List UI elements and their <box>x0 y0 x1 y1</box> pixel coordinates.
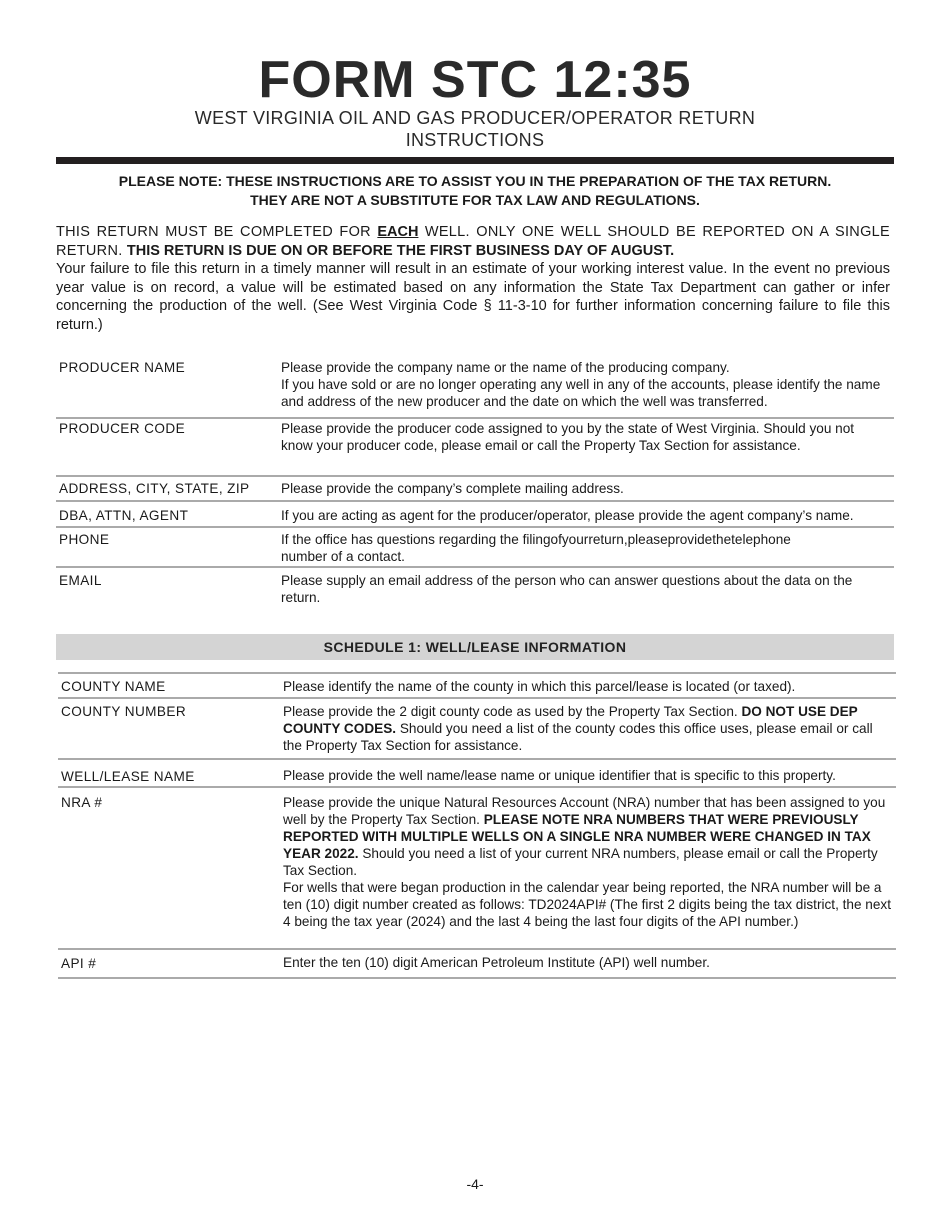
address-row <box>56 479 894 498</box>
well-lease-name-desc: Please provide the well name/lease name or unique identifier that is specific to this property. <box>283 768 836 783</box>
note-line-2: THEY ARE NOT A SUBSTITUTE FOR TAX LAW AND REGULATIONS. <box>250 192 700 208</box>
api-row <box>58 953 896 973</box>
email-desc: Please supply an email address of the person who can answer questions about the data on the return. <box>281 573 853 605</box>
row-divider <box>58 977 896 979</box>
county-number-desc-2: Should you need a list of the county codes this office uses, please email or call the Property Tax Section for assistance. <box>283 721 873 753</box>
producer-name-label: PRODUCER NAME <box>59 360 186 375</box>
nra-label: NRA # <box>61 795 103 810</box>
row-divider <box>56 526 894 528</box>
county-number-row <box>58 702 896 755</box>
producer-name-desc-1: Please provide the company name or the name of the producing company. <box>281 360 730 375</box>
intro-due-date: THIS RETURN IS DUE ON OR BEFORE THE FIRST BUSINESS DAY OF AUGUST. <box>126 242 675 259</box>
county-number-label: COUNTY NUMBER <box>61 704 187 719</box>
county-name-label: COUNTY NAME <box>61 679 166 694</box>
email-label: EMAIL <box>59 573 102 588</box>
intro-part-1: THIS RETURN MUST BE COMPLETED FOR <box>56 224 378 240</box>
api-desc: Enter the ten (10) digit American Petroleum Institute (API) well number. <box>283 955 710 970</box>
producer-code-row <box>56 419 894 455</box>
page-number: -4- <box>466 1176 484 1192</box>
nra-desc-1: Please provide the unique Natural Resources Account (NRA) number that has been assigned to you well by the Property Tax Section. <box>283 795 886 827</box>
well-lease-name-row <box>58 766 896 786</box>
row-divider <box>56 566 894 568</box>
row-divider <box>58 786 896 788</box>
intro-paragraph <box>56 223 890 334</box>
nra-desc-3: For wells that were began production in the calendar year being reported, the NRA number will be a ten (10) digit number created as follows: TD2024API# (The first 2 digits being the tax district, the next 4 being the tax year (2024) and the last 4 being the last four digits of the API number.) <box>283 880 891 929</box>
schedule-1-header: SCHEDULE 1: WELL/LEASE INFORMATION <box>56 634 894 660</box>
subtitle-line-1: WEST VIRGINIA OIL AND GAS PRODUCER/OPERATOR RETURN <box>194 108 756 128</box>
producer-name-desc-2: If you have sold or are no longer operating any well in any of the accounts, please identify the name and address of the new producer and the date on which the well was transferred. <box>281 377 881 409</box>
dba-label: DBA, ATTN, AGENT <box>59 508 189 523</box>
nra-notice: PLEASE NOTE NRA NUMBERS THAT WERE PREVIOUSLY REPORTED WITH MULTIPLE WELLS ON A SINGLE NRA NUMBER WERE CHANGED IN TAX YEAR 2022. <box>283 812 871 861</box>
row-divider <box>58 948 896 950</box>
county-name-row <box>58 677 896 696</box>
address-desc: Please provide the company’s complete mailing address. <box>281 481 624 496</box>
well-lease-name-label: WELL/LEASE NAME <box>61 769 195 784</box>
row-divider <box>56 475 894 477</box>
producer-name-row <box>56 358 894 411</box>
county-number-warning: DO NOT USE DEP COUNTY CODES. <box>283 704 858 736</box>
row-divider <box>56 500 894 502</box>
producer-code-label: PRODUCER CODE <box>59 421 186 436</box>
nra-desc-2: Should you need a list of your current NRA numbers, please email or call the Property Tax Section. <box>283 846 878 878</box>
address-label: ADDRESS, CITY, STATE, ZIP <box>59 481 250 496</box>
dba-row <box>56 506 894 525</box>
header-rule <box>56 157 894 164</box>
nra-row <box>58 793 896 931</box>
row-divider <box>58 758 896 760</box>
note-line-1: PLEASE NOTE: THESE INSTRUCTIONS ARE TO ASSIST YOU IN THE PREPARATION OF THE TAX RETURN. <box>118 173 832 189</box>
phone-row <box>56 530 894 566</box>
phone-desc: If the office has questions regarding the filingofyourreturn,pleaseprovidethetelephone number of a contact. <box>281 532 791 564</box>
dba-desc: If you are acting as agent for the producer/operator, please provide the agent company’s name. <box>281 508 854 523</box>
email-row <box>56 571 894 607</box>
producer-code-desc: Please provide the producer code assigned to you by the state of West Virginia. Should you not know your producer code, please email or call the Property Tax Section for assistance. <box>281 421 855 453</box>
form-title: FORM STC 12:35 <box>258 51 692 109</box>
subtitle-line-2: INSTRUCTIONS <box>405 130 545 150</box>
row-divider <box>58 672 896 674</box>
county-name-desc: Please identify the name of the county in which this parcel/lease is located (or taxed). <box>283 679 796 694</box>
county-number-desc-1: Please provide the 2 digit county code as used by the Property Tax Section. <box>283 704 742 719</box>
phone-label: PHONE <box>59 532 110 547</box>
api-label: API # <box>61 956 97 971</box>
row-divider <box>58 697 896 699</box>
form-subtitle <box>56 107 894 151</box>
intro-each: EACH <box>377 224 419 240</box>
intro-part-2: WELL. ONLY ONE WELL SHOULD BE REPORTED ON A SINGLE RETURN. <box>56 224 890 259</box>
please-note <box>56 172 894 210</box>
intro-failure-text: Your failure to file this return in a timely manner will result in an estimate of your working interest value. In the event no previous year value is on record, a value will be estimated based on any information the State Tax Department can gather or infer concerning the production of the well. (See West Virginia Code § 11-3-10 for further information concerning failure to file this return.) <box>56 261 890 333</box>
